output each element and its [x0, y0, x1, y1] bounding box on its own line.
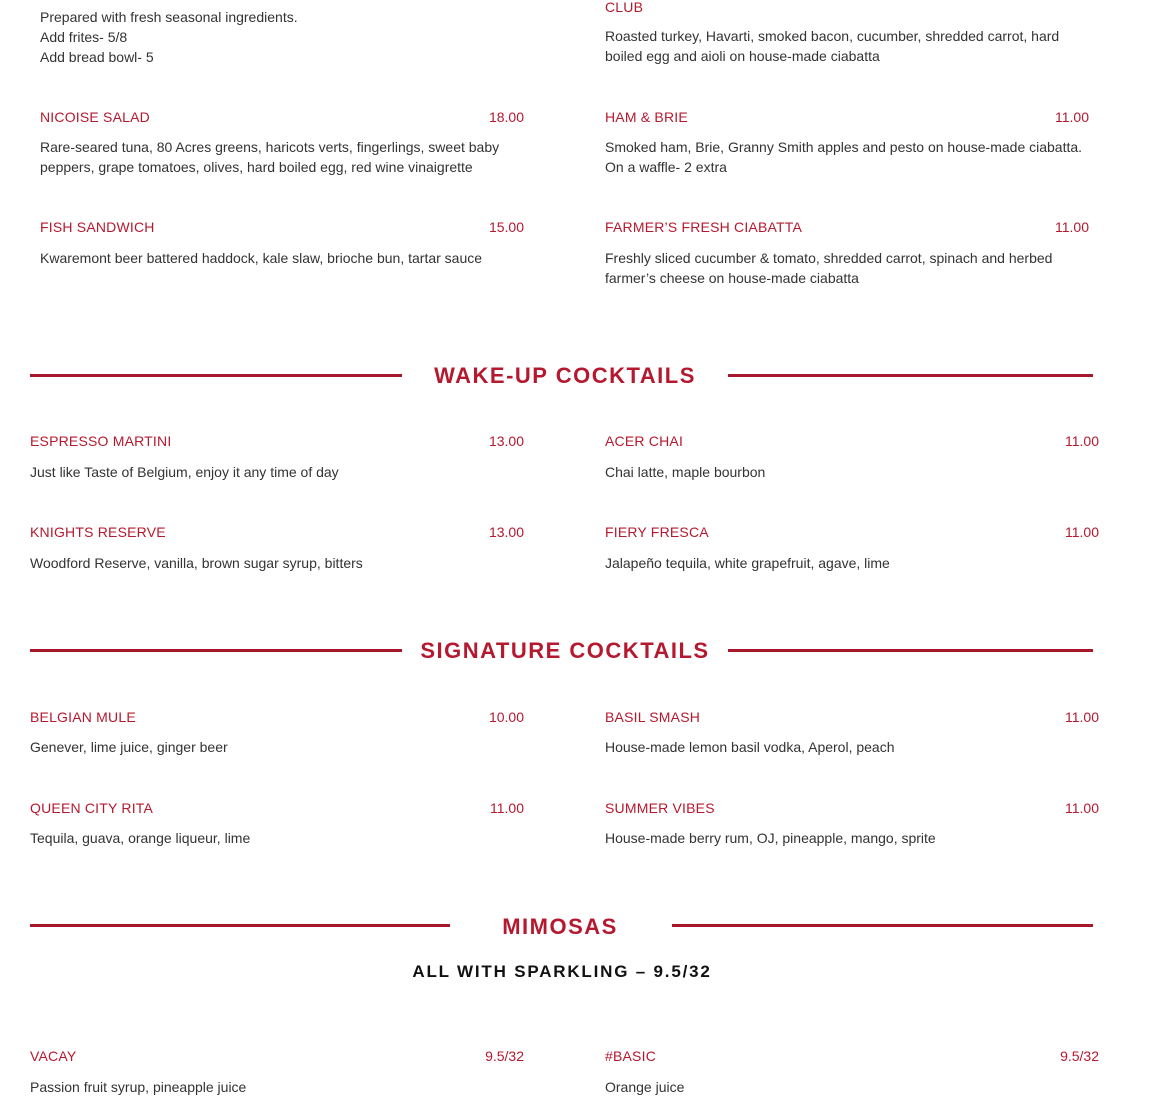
menu-item-price: 11.00 [1065, 433, 1099, 449]
section-heading-wakeup: WAKE-UP COCKTAILS [434, 363, 696, 388]
menu-item-desc: Rare-seared tuna, 80 Acres greens, haricots verts, fingerlings, sweet baby peppers, grape tomatoes, olives, hard boiled egg, red wine vinaigrette [40, 139, 500, 175]
menu-item-price: 13.00 [488, 524, 524, 540]
menu-item-price: 11.00 [1055, 109, 1089, 125]
section-divider-left [30, 924, 450, 927]
top-left-desc [40, 7, 520, 67]
menu-item-desc: Tequila, guava, orange liqueur, lime [30, 830, 251, 846]
desc-line: Add frites- 5/8 [40, 29, 128, 45]
menu-item-desc: House-made lemon basil vodka, Aperol, peach [605, 739, 895, 755]
menu-item-name: FISH SANDWICH [40, 219, 155, 235]
menu-item-desc: Orange juice [605, 1079, 685, 1095]
menu-item-price: 11.00 [490, 800, 524, 816]
section-divider-right [728, 649, 1093, 652]
menu-item-name: VACAY [30, 1048, 77, 1064]
menu-item-desc: Genever, lime juice, ginger beer [30, 739, 228, 755]
section-divider-right [672, 924, 1093, 927]
menu-item-price: 11.00 [1065, 524, 1099, 540]
menu-item-price: 11.00 [1055, 219, 1089, 235]
menu-item-name: QUEEN CITY RITA [30, 800, 154, 816]
menu-item-desc: Woodford Reserve, vanilla, brown sugar syrup, bitters [30, 555, 363, 571]
menu-item-desc: House-made berry rum, OJ, pineapple, mango, sprite [605, 830, 936, 846]
menu-item-name: ACER CHAI [605, 433, 684, 449]
desc-line: Prepared with fresh seasonal ingredients. [40, 9, 298, 25]
menu-item-desc: Jalapeño tequila, white grapefruit, agave, lime [605, 555, 890, 571]
menu-item-name: ESPRESSO MARTINI [30, 433, 172, 449]
menu-item-name: #BASIC [605, 1048, 656, 1064]
menu-item-name: NICOISE SALAD [40, 109, 150, 125]
menu-item-price: 13.00 [488, 433, 524, 449]
section-divider-left [30, 649, 402, 652]
menu-item-name: SUMMER VIBES [605, 800, 715, 816]
menu-item-price: 15.00 [488, 219, 524, 235]
menu-item-name: BELGIAN MULE [30, 709, 136, 725]
menu-item-desc: Freshly sliced cucumber & tomato, shredded carrot, spinach and herbed farmer’s cheese on house-made ciabatta [605, 250, 1053, 286]
menu-item-price: 9.5/32 [1060, 1048, 1099, 1064]
menu-item-name: FIERY FRESCA [605, 524, 709, 540]
menu-item-desc: Smoked ham, Brie, Granny Smith apples and pesto on house-made ciabatta. On a waffle- 2 extra [605, 139, 1083, 175]
menu-item-price: 11.00 [1065, 709, 1099, 725]
section-heading-mimosas: MIMOSAS [502, 914, 618, 939]
section-divider-right [728, 374, 1093, 377]
menu-item-name: HAM & BRIE [605, 109, 688, 125]
menu-item-name: KNIGHTS RESERVE [30, 524, 166, 540]
menu-item-desc: Passion fruit syrup, pineapple juice [30, 1079, 247, 1095]
menu-item-price: 11.00 [1065, 800, 1099, 816]
desc-line: Add bread bowl- 5 [40, 49, 154, 65]
menu-item-desc-club: Roasted turkey, Havarti, smoked bacon, cucumber, shredded carrot, hard boiled egg and aioli on house-made ciabatta [605, 28, 1060, 64]
section-heading-signature: SIGNATURE COCKTAILS [420, 638, 710, 663]
menu-item-price: 10.00 [488, 709, 524, 725]
menu-item-price: 18.00 [488, 109, 524, 125]
section-divider-left [30, 374, 402, 377]
menu-item-name: BASIL SMASH [605, 709, 701, 725]
menu-item-price: 9.5/32 [485, 1048, 524, 1064]
menu-item-name: FARMER’S FRESH CIABATTA [605, 219, 802, 235]
menu-item-desc: Kwaremont beer battered haddock, kale slaw, brioche bun, tartar sauce [40, 250, 483, 266]
section-subheading: ALL WITH SPARKLING – 9.5/32 [412, 962, 712, 981]
menu-item-name-club: CLUB [605, 0, 644, 15]
menu-item-desc: Chai latte, maple bourbon [605, 464, 766, 480]
menu-item-desc: Just like Taste of Belgium, enjoy it any time of day [30, 464, 339, 480]
